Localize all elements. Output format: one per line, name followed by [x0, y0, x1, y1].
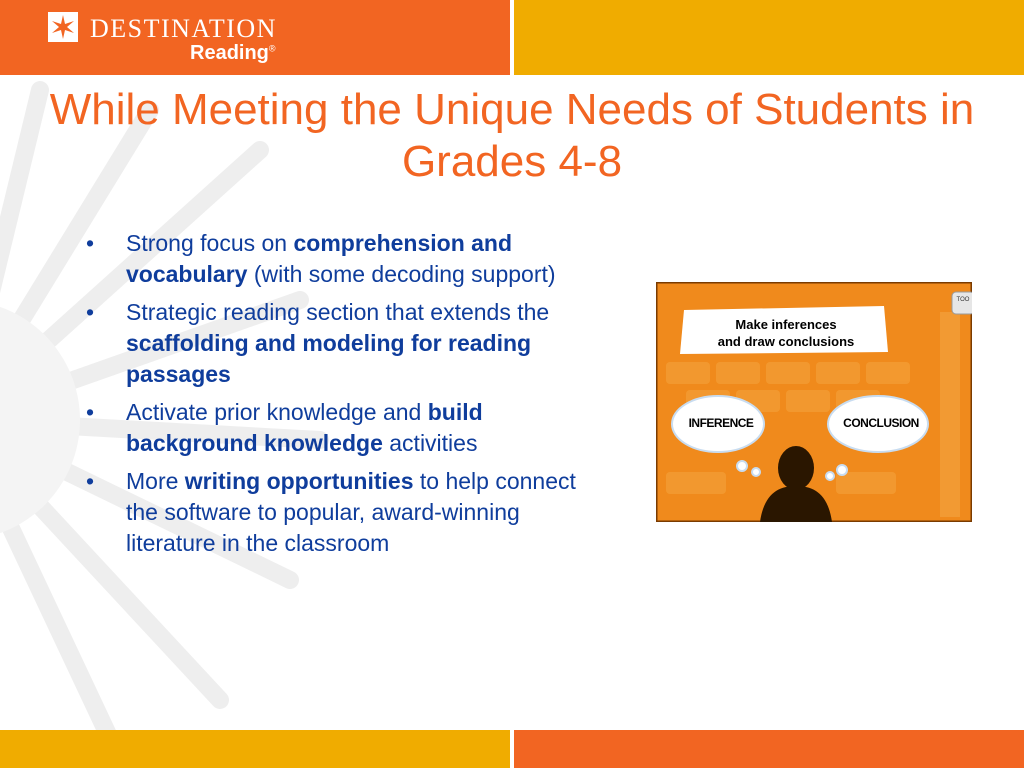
slide-title: While Meeting the Unique Needs of Students in Grades 4-8 [49, 85, 975, 186]
bullet-icon: • [86, 399, 95, 425]
bullet-icon: • [86, 230, 95, 256]
bullet-item [86, 297, 582, 390]
bullet-icon: • [86, 468, 95, 494]
tools-tab-label: TOO [956, 297, 970, 303]
bullet-icon: • [86, 299, 95, 325]
bullet-emphasis: writing opportunities [184, 468, 414, 494]
footer-bar-gold [0, 730, 510, 768]
destination-reading-logo [48, 12, 288, 66]
header-bar-gold [514, 0, 1024, 75]
logo-star-icon [48, 12, 78, 42]
bullet-emphasis: build background knowledge [126, 399, 483, 456]
bullet-text: to help connect the software to popular, award-winning literature in the classroom [126, 468, 576, 556]
bullet-item [86, 397, 582, 459]
bullet-text: activities [382, 430, 478, 456]
cloud-inference-label: INFERENCE [688, 416, 754, 430]
logo-product-name: Reading® [190, 42, 276, 64]
logo-wordmark: DESTINATION [90, 14, 277, 43]
bullet-emphasis: scaffolding and modeling for reading passages [126, 330, 532, 387]
bullet-text: Strategic reading section that extends the [126, 299, 550, 325]
bullet-item [86, 228, 582, 290]
footer-bar-orange [514, 730, 1024, 768]
bullet-text: More [126, 468, 185, 494]
bullet-list [86, 228, 582, 566]
illustration-headline: Make inferences and draw conclusions [717, 317, 855, 349]
cloud-conclusion-label: CONCLUSION [843, 416, 919, 430]
bullet-emphasis: comprehension and vocabulary [126, 230, 513, 287]
bullet-text: Strong focus on [126, 230, 294, 256]
inference-illustration [656, 282, 972, 522]
bullet-text: (with some decoding support) [247, 261, 556, 287]
bullet-item [86, 466, 582, 559]
bullet-text: Activate prior knowledge and [126, 399, 428, 425]
